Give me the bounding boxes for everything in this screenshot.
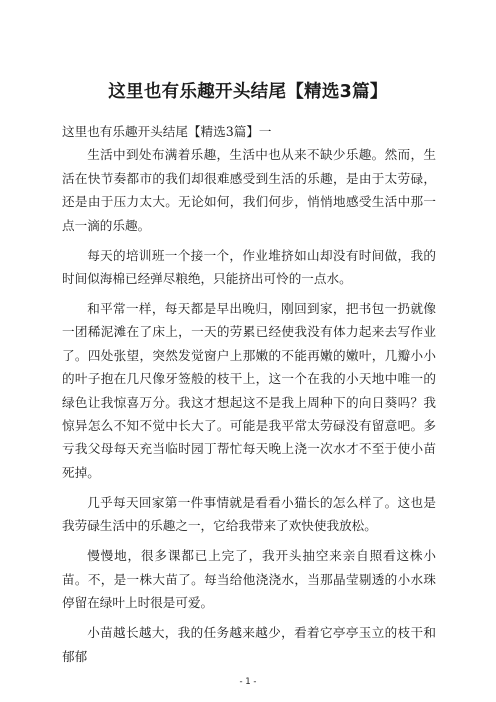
- document-subtitle: 这里也有乐趣开头结尾【精选3篇】一: [62, 124, 272, 139]
- page-number: - 1 -: [239, 677, 257, 687]
- document-body: [62, 120, 436, 675]
- paragraph: 每天的培训班一个接一个，作业堆挤如山却没有时间做，我的时间似海棉已经弹尽粮绝，只能挤出可怜的一点水。: [62, 247, 436, 287]
- paragraph: 和平常一样，每天都是早出晚归，刚回到家，把书包一扔就像一团稀泥滩在了床上，一天的劳累已经使我没有体力起来去写作业了。四处张望，突然发觉窗户上那嫩的不能再嫩的嫩叶，几瓣小小的叶子抱在几尺像牙签般的枝干上，这一个在我的小天地中唯一的绿色让我惊喜万分。我这才想起这不是我上周种下的向日葵吗？我惊异怎么不知不觉中长大了。可能是我平常太劳碌没有留意吧。多亏我父母每天充当临时园丁帮忙每天晚上浇一次水才不至于使小苗死掉。: [62, 301, 436, 480]
- paragraph: 小苗越长越大，我的任务越来越少，看着它亭亭玉立的枝干和郁郁: [62, 625, 436, 664]
- paragraph: 几乎每天回家第一件事情就是看看小猫长的怎么样了。这也是我劳碌生活中的乐趣之一，它给我带来了欢快使我放松。: [62, 494, 436, 534]
- document-title: 这里也有乐趣开头结尾【精选3篇】: [108, 82, 388, 102]
- paragraph: 生活中到处布满着乐趣，生活中也从来不缺少乐趣。然而，生活在快节奏都市的我们却很难感受到生活的乐趣，是由于太劳碌，还是由于压力太大。无论如何，我们何步，悄悄地感受生活中那一点一滴的乐趣。: [62, 147, 436, 233]
- paragraph: 慢慢地，很多课都已上完了，我开头抽空来亲自照看这株小苗。不，是一株大苗了。每当给他浇浇水，当那晶莹剔透的小水珠停留在绿叶上时很是可爱。: [62, 548, 436, 611]
